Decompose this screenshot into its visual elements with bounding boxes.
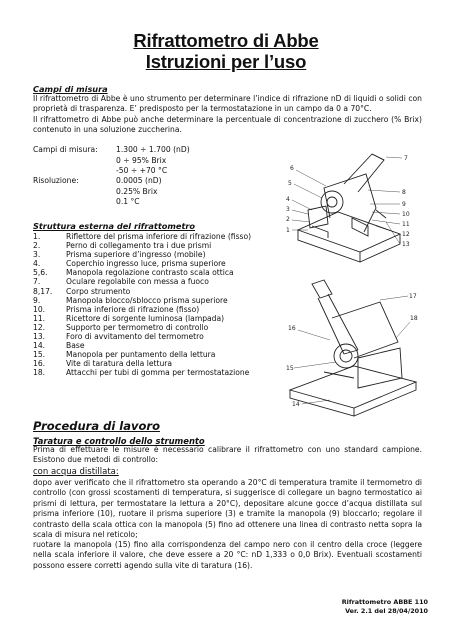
- figure-callout-label: 17: [409, 293, 417, 300]
- part-description: Oculare regolabile con messa a fuoco: [66, 277, 209, 287]
- final-paragraph: ruotare la manopola (15) fino alla corrispondenza del campo nero con il centro della croce (leggere nella scala inferiore il valore, che deve essere a 20 °C: nD 1,333 o 0,0 Brix). Eventuali scostamenti possono essere corretti agendo sulla vite di taratura (16).: [33, 540, 422, 570]
- figure-callout-label: 5: [288, 180, 292, 187]
- part-description: Manopola blocco/sblocco prisma superiore: [66, 295, 228, 305]
- resolution-values: [116, 176, 162, 208]
- figure-callout-label: 7: [404, 155, 408, 162]
- part-number: 11.: [33, 313, 46, 323]
- part-description: Coperchio ingresso luce, prisma superiore: [66, 259, 226, 269]
- figure-callout-label: 3: [286, 206, 290, 213]
- part-description: Attacchi per tubi di gomma per termostatazione: [66, 368, 250, 378]
- document-subtitle: Istruzioni per l’uso: [145, 51, 307, 72]
- parts-list-item: [33, 287, 251, 296]
- figure-callout-label: 4: [286, 196, 290, 203]
- resolution-value: 0.1 °C: [116, 197, 140, 206]
- figure-callout-label: 13: [402, 241, 410, 248]
- refractometer-figure-bottom: [284, 278, 422, 418]
- range-value: 0 ÷ 95% Brix: [116, 155, 167, 165]
- parts-list: [33, 232, 251, 378]
- figure-callout-label: 14: [292, 401, 300, 408]
- range-values: [116, 145, 190, 177]
- section-heading-structure: Struttura esterna del rifrattometro: [33, 221, 196, 231]
- section-heading-fields: Campi di misura: [33, 84, 108, 94]
- figure-callout-label: 2: [286, 216, 290, 223]
- intro-paragraph-brix: Il rifrattometro di Abbe può anche determinare la percentuale di concentrazione di zucchero (% Brix) contenuto in una soluzione zuccherina.: [33, 115, 422, 135]
- parts-list-item: [33, 250, 251, 259]
- part-number: 14.: [33, 341, 46, 351]
- figure-callout-label: 6: [290, 165, 294, 172]
- figure-callout-label: 15: [286, 365, 294, 372]
- part-description: Corpo strumento: [66, 286, 131, 296]
- calibration-paragraph: Prima di effettuare le misure è necessario calibrare il rifrattometro con uno standard campione. Esistono due metodi di controllo:: [33, 445, 422, 465]
- parts-list-item: [33, 268, 251, 277]
- parts-list-item: [33, 241, 251, 250]
- parts-list-item: [33, 296, 251, 305]
- part-description: Supporto per termometro di controllo: [66, 322, 209, 332]
- part-description: Ricettore di sorgente luminosa (lampada): [66, 313, 225, 323]
- part-description: Base: [66, 341, 85, 351]
- part-description: Prisma inferiore di rifrazione (fisso): [66, 304, 200, 314]
- parts-list-item: [33, 277, 251, 286]
- parts-list-item: [33, 323, 251, 332]
- parts-list-item: [33, 259, 251, 268]
- range-value: -50 ÷ +70 °C: [116, 166, 168, 175]
- part-description: Manopola regolazione contrasto scala ottica: [66, 268, 234, 278]
- part-description: Vite di taratura della lettura: [66, 359, 173, 369]
- intro-paragraph: Il rifrattometro di Abbe è uno strumento per determinare l’indice di rifrazione nD di liquidi o solidi con proprietà di trasparenza. E’ predisposto per la termostatazione in un campo da 0 a 70°C.: [33, 94, 422, 114]
- part-number: 18.: [33, 368, 46, 378]
- part-number: 16.: [33, 359, 46, 369]
- part-number: 4.: [33, 259, 41, 269]
- figure-callout-label: 16: [288, 325, 296, 332]
- figure-callout-label: 12: [402, 231, 410, 238]
- section-heading-calibration: Taratura e controllo dello strumento: [33, 436, 205, 446]
- part-number: 3.: [33, 250, 41, 260]
- resolution-value: 0.25% Brix: [116, 186, 158, 196]
- part-number: 9.: [33, 295, 41, 305]
- document-title: Rifrattometro di Abbe: [133, 30, 319, 51]
- range-value: 1.300 ÷ 1.700 (nD): [116, 145, 190, 154]
- part-number: 1.: [33, 232, 41, 241]
- resolution-label: Risoluzione:: [33, 176, 79, 185]
- parts-list-item: [33, 305, 251, 314]
- figure-callout-label: 8: [402, 189, 406, 196]
- refractometer-figure-top: [268, 148, 418, 266]
- water-method-heading: con acqua distillata:: [33, 467, 119, 477]
- part-number: 13.: [33, 332, 46, 342]
- part-number: 7.: [33, 277, 41, 287]
- parts-list-item: [33, 368, 251, 377]
- parts-list-item: [33, 350, 251, 359]
- part-number: 15.: [33, 350, 46, 360]
- part-number: 12.: [33, 322, 46, 332]
- figure-callout-label: 10: [402, 211, 410, 218]
- part-number: 2.: [33, 241, 41, 251]
- footer-model: Rifrattometro ABBE 110: [341, 598, 428, 606]
- part-description: Manopola per puntamento della lettura: [66, 350, 216, 360]
- resolution-value: 0.0005 (nD): [116, 176, 162, 185]
- part-number: 10.: [33, 304, 46, 314]
- part-number: 8,17.: [33, 286, 53, 296]
- part-number: 5,6.: [33, 268, 48, 278]
- parts-list-item: [33, 232, 251, 241]
- water-method-paragraph: dopo aver verificato che il rifrattometro sta operando a 20°C di temperatura tramite il termometro di controllo (con grossi scostamenti di temperatura, si suggerisce di collegare un bagno termostatico ai prismi di lettura, per termostatare la lettura a 20°C), depositare alcune gocce d’acqua distillata sul prisma inferiore (10), ruotare il prisma superiore (3) e tramite la manopola (9) bloccarlo; regolare il contrasto della scala ottica con la manopola (5) fino ad ottenere una linea di contrasto netta sopra la scala di misura nel reticolo;: [33, 478, 422, 540]
- parts-list-item: [33, 359, 251, 368]
- footer-version: Ver. 2.1 del 28/04/2010: [345, 607, 428, 615]
- range-label: Campi di misura:: [33, 145, 98, 154]
- parts-list-item: [33, 341, 251, 350]
- figure-callout-label: 11: [402, 221, 410, 228]
- part-description: Prisma superiore d’ingresso (mobile): [66, 250, 206, 260]
- figure-callout-label: 9: [402, 201, 406, 208]
- parts-list-item: [33, 314, 251, 323]
- parts-list-item: [33, 332, 251, 341]
- part-description: Foro di avvitamento del termometro: [66, 332, 204, 342]
- figure-callout-label: 1: [286, 227, 290, 234]
- figure-callout-label: 18: [410, 315, 418, 322]
- section-heading-procedure: Procedura di lavoro: [33, 419, 160, 433]
- part-description: Perno di collegamento tra i due prismi: [66, 241, 212, 251]
- part-description: Riflettore del prisma inferiore di rifrazione (fisso): [66, 232, 252, 241]
